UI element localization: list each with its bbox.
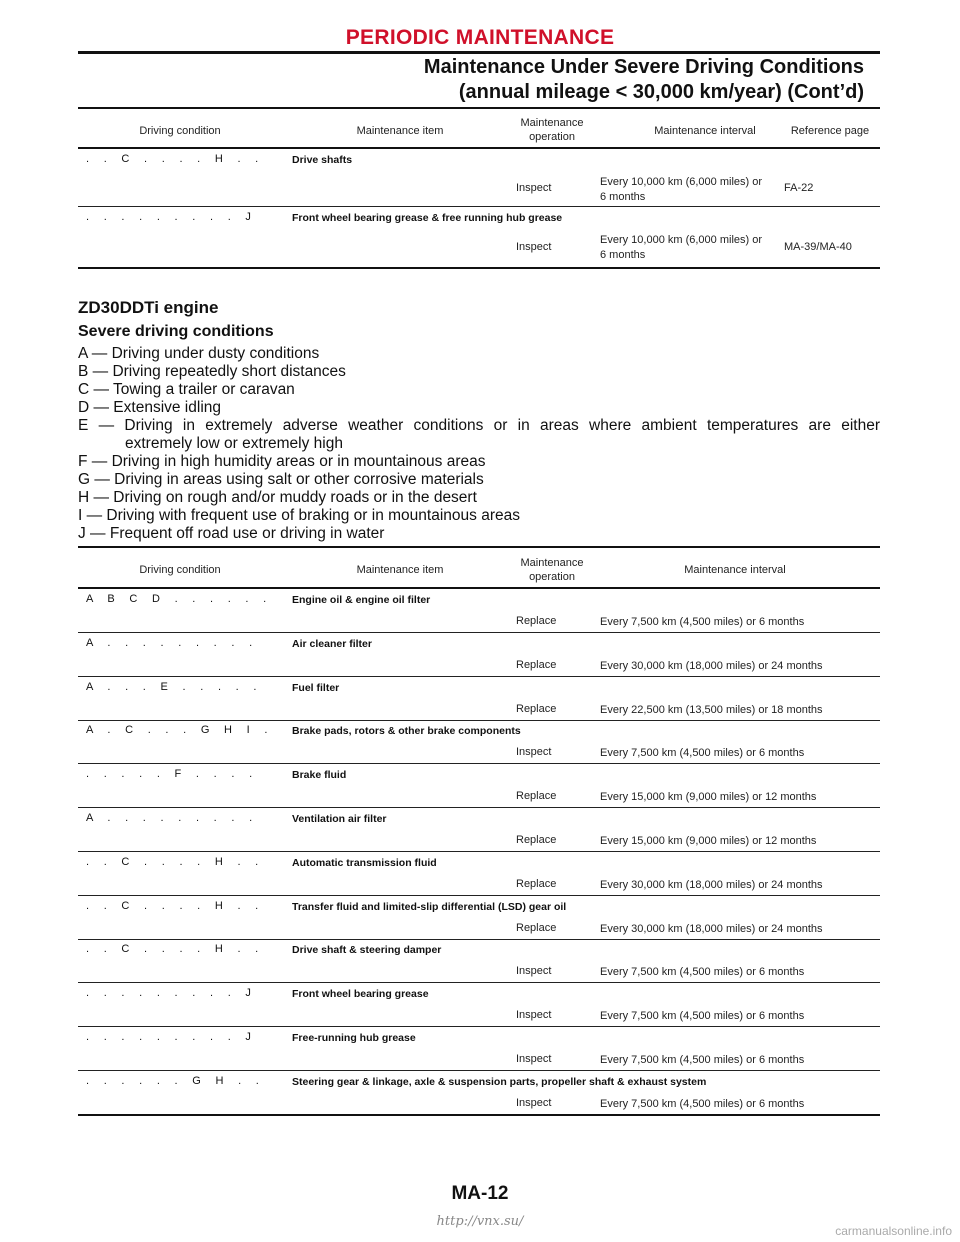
top-rule <box>78 51 880 54</box>
table-row-reference: MA-39/MA-40 <box>784 241 852 253</box>
table-row-divider <box>78 1070 880 1071</box>
table-row-condition: A . C . . . G H I . <box>86 724 274 737</box>
table-row-item: Air cleaner filter <box>292 637 372 650</box>
table-row-operation: Inspect <box>516 1009 552 1022</box>
table-row-divider <box>78 676 880 677</box>
table-row-divider <box>78 807 880 808</box>
table-row-item: Ventilation air filter <box>292 813 387 825</box>
table-2-header-rule <box>78 587 880 589</box>
condition-a: A — Driving under dusty conditions <box>78 345 320 362</box>
table-row-divider <box>78 895 880 896</box>
table-row-item: Front wheel bearing grease & free running hub grease <box>292 212 563 224</box>
table-row-interval: Every 7,500 km (4,500 miles) or 6 months <box>600 616 805 628</box>
table-row-condition: . . C . . . . H . . <box>86 153 265 165</box>
section-title: PERIODIC MAINTENANCE <box>345 26 615 49</box>
table-row-condition: . . . . . . . . . J <box>86 1031 257 1043</box>
col-reference-page: Reference page <box>790 125 870 137</box>
engine-title: ZD30DDTi engine <box>78 298 219 317</box>
table-row-interval: Every 7,500 km (4,500 miles) or 6 months <box>600 1097 805 1110</box>
table-row-condition: A B C D . . . . . . <box>86 593 272 605</box>
watermark: carmanualsonline.info <box>835 1224 952 1238</box>
table-row-divider <box>78 982 880 983</box>
condition-j: J — Frequent off road use or driving in water <box>78 525 385 542</box>
condition-b: B — Driving repeatedly short distances <box>78 363 346 380</box>
table-1-top-rule <box>78 107 880 109</box>
table-row-interval: Every 22,500 km (13,500 miles) or 18 months <box>600 703 823 716</box>
condition-c: C — Towing a trailer or caravan <box>78 381 295 398</box>
table-row-operation: Replace <box>516 790 557 803</box>
table-1-bottom-rule <box>78 267 880 269</box>
table-row-divider <box>78 763 880 764</box>
condition-e: E — Driving in extremely adverse weather conditions or in areas where ambient temperatures are either <box>78 417 880 434</box>
table-row-item: Brake fluid <box>292 769 347 782</box>
condition-d: D — Extensive idling <box>78 399 222 416</box>
table-row-operation: Inspect <box>516 182 552 194</box>
table-row-operation: Replace <box>516 658 557 671</box>
table-2-bottom-rule <box>78 1114 880 1116</box>
table-row-reference: FA-22 <box>784 182 814 194</box>
table-row-condition: . . C . . . . H . . <box>86 855 265 868</box>
table-row-item: Brake pads, rotors & other brake components <box>292 725 521 738</box>
table-row-divider <box>78 720 880 721</box>
col-driving-condition: Driving condition <box>139 564 221 576</box>
table-row-operation: Inspect <box>516 965 552 978</box>
condition-i: I — Driving with frequent use of braking or in mountainous areas <box>78 507 520 524</box>
table-row-condition: . . . . . . . . . J <box>86 211 257 223</box>
table-row-divider <box>78 1026 880 1027</box>
page-heading <box>424 55 864 105</box>
table-row-condition: . . C . . . . H . . <box>86 899 265 912</box>
page-heading-line-2: (annual mileage < 30,000 km/year) (Cont’d) <box>458 81 864 103</box>
table-row-item: Steering gear & linkage, axle & suspension parts, propeller shaft & exhaust system <box>292 1075 707 1088</box>
table-row-interval: Every 7,500 km (4,500 miles) or 6 months <box>600 1010 805 1023</box>
table-row-condition: . . . . . . G H . . <box>86 1074 265 1087</box>
condition-e-continued: extremely low or extremely high <box>125 435 343 452</box>
table-row-interval: Every 30,000 km (18,000 miles) or 24 months <box>600 922 823 935</box>
table-row-item: Front wheel bearing grease <box>292 988 429 1001</box>
table-row-operation: Inspect <box>516 1053 552 1065</box>
condition-g: G — Driving in areas using salt or other corrosive materials <box>78 471 484 488</box>
table-row-interval: Every 15,000 km (9,000 miles) or 12 months <box>600 835 817 847</box>
page-number: MA-12 <box>451 1183 509 1204</box>
table-row-interval: Every 10,000 km (6,000 miles) or 6 months <box>600 234 763 261</box>
table-row-interval: Every 7,500 km (4,500 miles) or 6 months <box>600 1054 805 1066</box>
table-row-item: Drive shaft & steering damper <box>292 944 442 957</box>
table-row-interval: Every 30,000 km (18,000 miles) or 24 months <box>600 878 823 891</box>
page-heading-line-1: Maintenance Under Severe Driving Conditions <box>423 56 864 78</box>
table-row-interval: Every 30,000 km (18,000 miles) or 24 months <box>600 659 823 672</box>
table-row-item: Transfer fluid and limited-slip differential (LSD) gear oil <box>292 900 567 913</box>
col-driving-condition: Driving condition <box>139 125 221 137</box>
table-row-interval: Every 10,000 km (6,000 miles) or 6 months <box>600 176 763 203</box>
table-row-operation: Replace <box>516 834 557 846</box>
table-row-operation: Inspect <box>516 241 552 253</box>
conditions-list <box>78 345 880 543</box>
table-row-divider <box>78 632 880 633</box>
table-row-operation: Replace <box>516 615 557 627</box>
table-row-item: Engine oil & engine oil filter <box>292 594 431 606</box>
table-row-item: Fuel filter <box>292 681 340 694</box>
table-row-operation: Replace <box>516 921 557 934</box>
table-row-condition: . . . . . F . . . . <box>86 768 258 781</box>
table-2-top-rule <box>78 546 880 548</box>
table-row-item: Drive shafts <box>292 154 353 166</box>
table-row-item: Free-running hub grease <box>292 1032 416 1044</box>
col-maintenance-item: Maintenance item <box>356 125 444 137</box>
table-row-interval: Every 7,500 km (4,500 miles) or 6 months <box>600 747 805 760</box>
col-maintenance-operation: Maintenance operation <box>520 117 584 143</box>
table-row-condition: . . . . . . . . . J <box>86 987 257 1000</box>
col-maintenance-interval: Maintenance interval <box>654 125 756 137</box>
condition-f: F — Driving in high humidity areas or in mountainous areas <box>78 453 486 470</box>
table-row-condition: A . . . . . . . . . <box>86 636 258 649</box>
table-row-condition: A . . . E . . . . . <box>86 680 263 693</box>
table-row-interval: Every 7,500 km (4,500 miles) or 6 months <box>600 966 805 979</box>
condition-h: H — Driving on rough and/or muddy roads or in the desert <box>78 489 477 506</box>
table-row-divider <box>78 851 880 852</box>
conditions-subtitle: Severe driving conditions <box>78 323 274 340</box>
table-row-divider <box>78 939 880 940</box>
table-row-condition: . . C . . . . H . . <box>86 943 265 956</box>
table-row-condition: A . . . . . . . . . <box>86 812 258 824</box>
table-row-operation: Replace <box>516 702 557 715</box>
table-row-interval: Every 15,000 km (9,000 miles) or 12 months <box>600 791 817 804</box>
table-row-operation: Inspect <box>516 746 552 759</box>
table-row-item: Automatic transmission fluid <box>292 856 437 869</box>
table-row-operation: Replace <box>516 877 557 890</box>
table-row-operation: Inspect <box>516 1096 552 1109</box>
table-row-divider <box>78 206 880 207</box>
site-link[interactable]: http://vnx.su/ <box>436 1214 524 1229</box>
col-maintenance-interval: Maintenance interval <box>684 564 786 576</box>
table-1-header-rule <box>78 147 880 149</box>
col-maintenance-item: Maintenance item <box>356 564 444 576</box>
col-maintenance-operation: Maintenance operation <box>520 557 584 583</box>
